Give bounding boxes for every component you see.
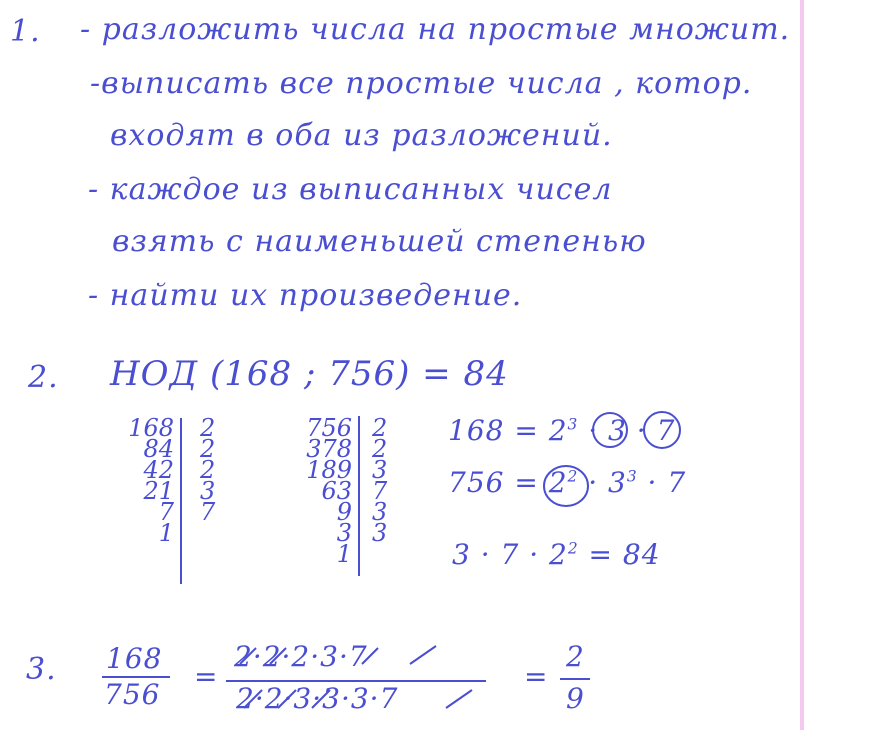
expansion-168-circled-3: 3	[608, 414, 627, 447]
fraction-mid-numerator: 2·2·2·3·7	[234, 640, 368, 673]
expansion-756-tail: · 7	[637, 466, 687, 499]
section1-line-5: взять с наименьшей степенью	[112, 224, 647, 259]
dividend: 7	[158, 498, 174, 526]
gcd-product-factors: 3 · 7 · 2	[452, 538, 568, 571]
fraction-lhs-numerator: 168	[106, 642, 163, 675]
circle-mark-3	[593, 413, 627, 447]
divisor: 3	[372, 519, 388, 547]
expansion-756-rest-exp: 3	[626, 467, 638, 486]
expansion-168-dot: ·	[626, 414, 657, 447]
fraction-rhs-numerator: 2	[566, 640, 585, 673]
cancel-stroke	[446, 690, 472, 708]
dividend: 3	[336, 519, 352, 547]
dividend: 63	[321, 477, 352, 505]
expansion-756-circled-base: 2	[548, 466, 568, 499]
section2-number: 2.	[28, 360, 59, 395]
fraction-mid-denominator: 2·2·3·3·3·7	[236, 682, 399, 715]
dividend: 378	[306, 435, 352, 463]
expansion-168-mid: ·	[578, 414, 609, 447]
section1-line-3: входят в оба из разложений.	[110, 118, 613, 153]
section1-line-2: -выписать все простые числа , котор.	[90, 66, 753, 101]
divisor: 7	[372, 477, 388, 505]
expansion-756-rest: · 3	[578, 466, 627, 499]
expansion-168-circled-7: 7	[656, 414, 676, 447]
cancel-stroke	[410, 646, 436, 664]
divisor: 2	[372, 414, 388, 442]
divisor: 2	[200, 435, 216, 463]
divisor: 3	[372, 456, 388, 484]
equals-sign-1: =	[194, 660, 219, 693]
dividend: 84	[143, 435, 174, 463]
section1-line-6: - найти их произведение.	[88, 278, 523, 313]
expansion-756-exp: 2	[567, 467, 579, 486]
dividend: 1	[336, 540, 352, 568]
divisor: 7	[200, 498, 216, 526]
section1-line-1: - разложить числа на простые множит.	[80, 12, 791, 47]
dividend: 1	[158, 519, 174, 547]
section1-line-4: - каждое из выписанных чисел	[88, 172, 613, 207]
gcd-product-result: = 84	[578, 538, 661, 571]
divisor: 3	[372, 498, 388, 526]
divisor: 2	[200, 414, 216, 442]
dividend: 42	[143, 456, 174, 484]
dividend: 756	[306, 414, 352, 442]
dividend: 168	[128, 414, 174, 442]
dividend: 21	[143, 477, 174, 505]
dividend: 9	[336, 498, 352, 526]
fraction-rhs-bar	[560, 678, 590, 680]
gcd-product-exp: 2	[567, 539, 579, 558]
fraction-lhs-denominator: 756	[104, 678, 161, 711]
section1-number: 1.	[10, 14, 41, 49]
circle-mark-2sq	[544, 466, 588, 506]
expansion-168-prefix: 168 = 2	[448, 414, 568, 447]
fraction-rhs-denominator: 9	[566, 682, 585, 715]
dividend: 189	[306, 456, 352, 484]
divisor: 3	[200, 477, 216, 505]
section3-number: 3.	[26, 652, 57, 687]
gcd-heading: НОД (168 ; 756) = 84	[110, 354, 509, 394]
expansion-756-prefix: 756 =	[448, 466, 549, 499]
divisor: 2	[200, 456, 216, 484]
expansion-168-exp: 3	[567, 415, 579, 434]
divisor: 2	[372, 435, 388, 463]
equals-sign-2: =	[524, 660, 549, 693]
circle-mark-7	[644, 412, 680, 448]
